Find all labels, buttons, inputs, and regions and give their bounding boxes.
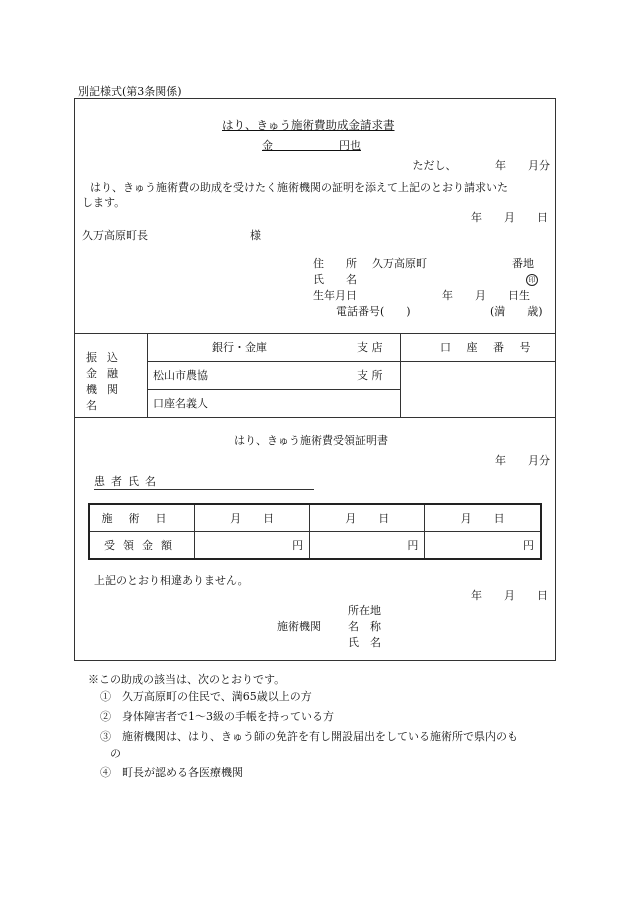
branch-label: 支 店 bbox=[357, 341, 383, 354]
date-cell: 月 日 bbox=[195, 504, 310, 532]
phone-label: 電話番号( ) bbox=[336, 305, 411, 318]
form-title: はり、きゅう施術費助成金請求書 bbox=[222, 118, 395, 132]
divider bbox=[400, 333, 401, 417]
institution-name-label: 名 称 bbox=[348, 620, 381, 633]
date-cell: 月 日 bbox=[425, 504, 541, 532]
table-row bbox=[89, 532, 541, 560]
birth-label: 生年月日 bbox=[313, 289, 357, 302]
address-label: 住 所 bbox=[313, 257, 357, 270]
coop-branch-label: 支 所 bbox=[357, 369, 383, 382]
statement-line-2: します。 bbox=[82, 196, 126, 209]
note-item: ② 身体障害者で1〜3級の手帳を持っている方 bbox=[100, 710, 334, 723]
request-date: 年 月 日 bbox=[471, 211, 548, 224]
divider bbox=[147, 361, 556, 362]
confirmation-text: 上記のとおり相違ありません。 bbox=[94, 574, 249, 587]
bank-label: 銀行・金庫 bbox=[212, 341, 267, 354]
form-label: 別記様式(第3条関係) bbox=[78, 85, 182, 98]
address-suffix: 番地 bbox=[512, 257, 534, 270]
treatment-table bbox=[88, 503, 542, 560]
certificate-date: 年 月 日 bbox=[471, 589, 548, 602]
treatment-date-header: 施術日 bbox=[89, 504, 195, 532]
table-row bbox=[89, 504, 541, 532]
statement-line-1: はり、きゅう施術費の助成を受けたく施術機関の証明を添えて上記のとおり請求いた bbox=[90, 181, 508, 194]
date-cell: 月 日 bbox=[310, 504, 425, 532]
certificate-month: 年 月分 bbox=[495, 454, 550, 467]
certificate-title: はり、きゅう施術費受領証明書 bbox=[234, 434, 388, 447]
divider bbox=[74, 417, 556, 418]
proviso-line: ただし、 年 月分 bbox=[412, 159, 550, 172]
location-label: 所在地 bbox=[348, 604, 381, 617]
patient-name-label: 患者氏名 bbox=[94, 475, 162, 488]
institution-label: 施術機関 bbox=[277, 620, 321, 633]
seal-mark: 印 bbox=[526, 273, 538, 286]
address-value: 久万高原町 bbox=[372, 257, 427, 270]
note-item: ① 久万高原町の住民で、満65歳以上の方 bbox=[100, 690, 312, 703]
note-item: ③ 施術機関は、はり、きゅう師の免許を有し開設届出をしている施術所で県内のも bbox=[100, 730, 518, 743]
bank-section-label: 振込金融機関名 bbox=[86, 351, 128, 412]
person-name-label: 氏 名 bbox=[348, 636, 381, 649]
divider bbox=[147, 333, 148, 417]
name-label: 氏 名 bbox=[313, 273, 357, 286]
divider bbox=[147, 389, 400, 390]
note-item: ④ 町長が認める各医療機関 bbox=[100, 766, 243, 779]
age-value: (満 歳) bbox=[490, 305, 543, 318]
notes-heading: ※この助成の該当は、次のとおりです。 bbox=[88, 673, 286, 686]
amount-cell: 円 bbox=[195, 532, 310, 560]
amount-cell: 円 bbox=[310, 532, 425, 560]
note-item: の bbox=[110, 747, 121, 760]
addressee: 久万高原町長 bbox=[82, 229, 148, 242]
patient-name-underline bbox=[94, 489, 314, 490]
birth-value: 年 月 日生 bbox=[442, 289, 530, 302]
coop-label: 松山市農協 bbox=[153, 369, 208, 382]
account-number-label: 口 座 番 号 bbox=[440, 341, 537, 354]
account-holder-label: 口座名義人 bbox=[153, 397, 208, 410]
amount-line: 金 円也 bbox=[262, 139, 361, 152]
received-amount-header: 受領金額 bbox=[89, 532, 195, 560]
honorific: 様 bbox=[250, 229, 261, 242]
amount-cell: 円 bbox=[425, 532, 541, 560]
